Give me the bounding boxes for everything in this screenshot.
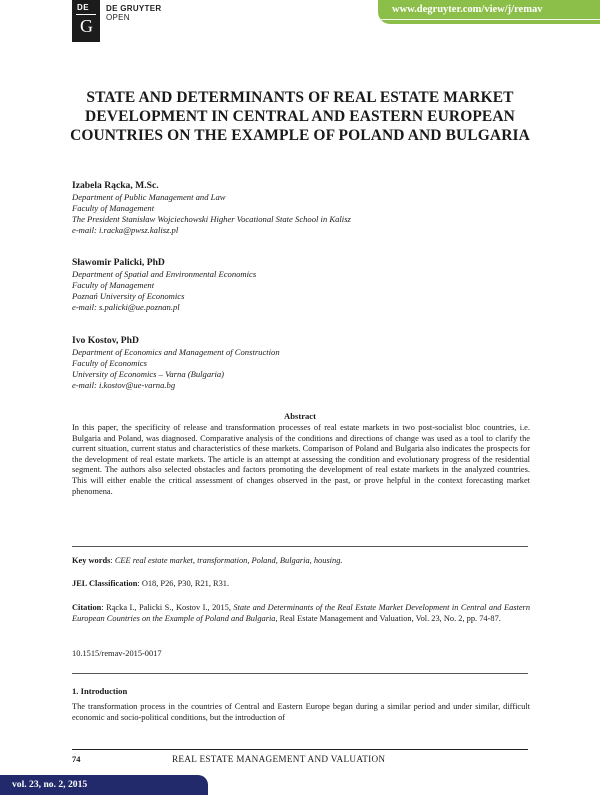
logo-de-text: DE — [77, 3, 90, 12]
logo-divider — [76, 14, 96, 15]
introduction-heading: 1. Introduction — [72, 686, 128, 696]
author-faculty: Faculty of Management — [72, 203, 155, 213]
author-department: Department of Public Management and Law — [72, 192, 226, 202]
keywords-text: CEE real estate market, transformation, Poland, Bulgaria, housing. — [114, 556, 343, 565]
citation-divider — [72, 673, 528, 674]
citation-title: State and Determinants of the Real Estate Market Development in Central and Eastern European Countries on the Example of Poland and Bulgaria — [72, 603, 531, 623]
volume-info: vol. 23, no. 2, 2015 — [12, 779, 88, 790]
author-name: Ivo Kostov, PhD — [72, 335, 139, 346]
degruyter-logo — [72, 0, 100, 42]
citation-authors: Rącka I., Palicki S., Kostov I., 2015, — [106, 603, 231, 612]
publisher-line-1: DE GRUYTER — [106, 4, 162, 13]
abstract-heading: Abstract — [284, 411, 316, 421]
citation-label: Citation — [72, 603, 102, 612]
abstract-divider — [72, 546, 528, 547]
journal-url-tab[interactable] — [378, 0, 600, 24]
author-department: Department of Spatial and Environmental Economics — [72, 269, 257, 279]
doi-line[interactable]: 10.1515/remav-2015-0017 — [72, 649, 162, 658]
logo-g-letter: G — [80, 16, 93, 36]
publisher-line-2: OPEN — [106, 13, 130, 22]
volume-tab — [0, 775, 208, 795]
author-institution: University of Economics – Varna (Bulgaria) — [72, 369, 225, 379]
author-faculty: Faculty of Management — [72, 280, 155, 290]
keywords-label: Key words — [72, 556, 111, 565]
page-number: 74 — [72, 755, 81, 764]
jel-line: JEL Classification: O18, P26, P30, R21, R31. — [72, 579, 230, 588]
author-name: Izabela Rącka, M.Sc. — [72, 180, 159, 191]
journal-title: REAL ESTATE MANAGEMENT AND VALUATION — [172, 754, 386, 764]
author-name: Sławomir Palicki, PhD — [72, 257, 165, 268]
author-block-1 — [72, 180, 532, 236]
abstract-text: In this paper, the specificity of release and transformation processes of real estate markets in two post-socialist bloc countries, i.e. Bulgaria and Poland, was diagnosed. Comparative analysis of the conditions and directions of change was used as a tool to clarify the current situation, current status and characteristics of these markets. Comparison of Poland and Bulgaria also indicates the prospects for the development of real estate markets. The article is an attempt at assessing the condition and evolutionary progress of the residential segment. The authors also selected obstacles and factors promoting the development of real estate markets in the analyzed countries. This will either enable the critical assessment of changes observed in the past, or prove helpful in the context forecasting market phenomena. — [72, 423, 530, 496]
jel-text: O18, P26, P30, R21, R31. — [141, 579, 230, 588]
introduction-text: The transformation process in the countries of Central and Eastern Europe began during a similar period and under similar, difficult economic and socio-political conditions, but the introduction of — [72, 702, 530, 722]
journal-url[interactable]: www.degruyter.com/view/j/remav — [392, 4, 543, 15]
author-faculty: Faculty of Economics — [72, 358, 147, 368]
author-email[interactable]: e-mail: i.racka@pwsz.kalisz.pl — [72, 225, 179, 235]
publisher-name — [106, 4, 161, 22]
footer-divider — [72, 749, 528, 750]
author-institution: The President Stanisław Wojciechowski Higher Vocational State School in Kalisz — [72, 214, 351, 224]
author-department: Department of Economics and Management of Construction — [72, 347, 280, 357]
keywords-line: Key words: CEE real estate market, transformation, Poland, Bulgaria, housing. — [72, 556, 343, 565]
author-block-2 — [72, 257, 532, 313]
jel-label: JEL Classification — [72, 579, 138, 588]
citation-block: Citation: Rącka I., Palicki S., Kostov I., 2015, State and Determinants of the Real Estate Market Development in Central and Eastern European Countries on the Example of Poland and Bulgaria, Real Estate Management and Valuation, Vol. 23, No. 2, pp. 74-87. — [72, 603, 531, 623]
author-institution: Poznań University of Economics — [72, 291, 185, 301]
author-email[interactable]: e-mail: s.palicki@ue.poznan.pl — [72, 302, 180, 312]
citation-journal: , Real Estate Management and Valuation, Vol. 23, No. 2, pp. 74-87. — [275, 613, 501, 623]
paper-title: STATE AND DETERMINANTS OF REAL ESTATE MARKET DEVELOPMENT IN CENTRAL AND EASTERN EUROPEAN COUNTRIES ON THE EXAMPLE OF POLAND AND BULGARIA — [70, 89, 530, 144]
author-block-3 — [72, 335, 532, 391]
author-email[interactable]: e-mail: i.kostov@ue-varna.bg — [72, 380, 176, 390]
